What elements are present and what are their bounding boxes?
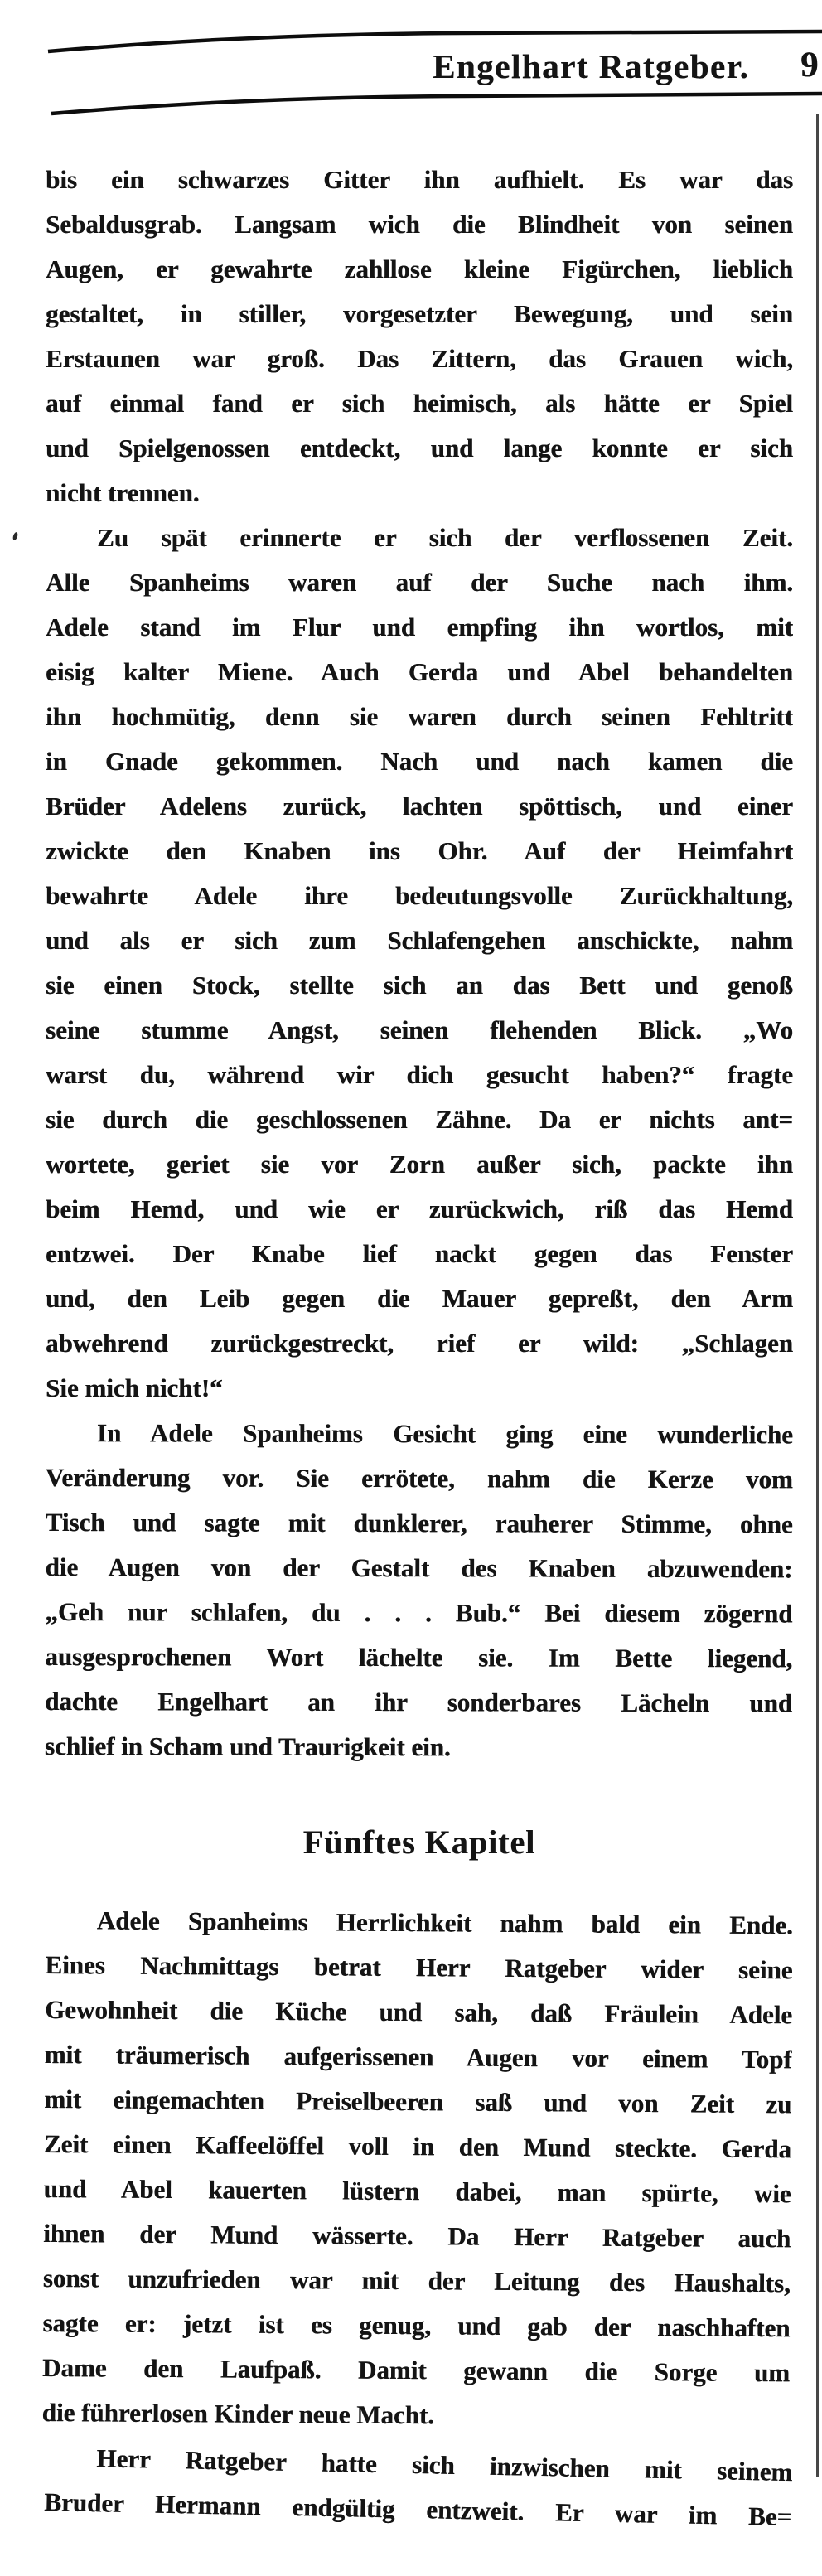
text-line: in Gnade gekommen. Nach und nach kamen die bbox=[46, 747, 793, 776]
text-line: Brüder Adelens zurück, lachten spöttisch, und einer bbox=[46, 792, 793, 821]
text-line: nicht trennen. bbox=[46, 478, 200, 507]
text-line: Tisch und sagte mit dunklerer, rauherer Stimme, ohne bbox=[45, 1507, 793, 1539]
text-line: Dame den Laufpaß. Damit gewann die Sorge um bbox=[41, 2352, 791, 2388]
text-line: wortete, geriet sie vor Zorn außer sich, packte ihn bbox=[46, 1150, 793, 1179]
chapter-heading: Fünftes Kapitel bbox=[302, 1823, 536, 1861]
text-line: sie einen Stock, stellte sich an das Bett und genoß bbox=[46, 971, 793, 1000]
text-line: seine stumme Angst, seinen flehenden Blick. „Wo bbox=[46, 1015, 793, 1044]
text-line: Veränderung vor. Sie errötete, nahm die Kerze vom bbox=[45, 1462, 793, 1494]
text-line: und als er sich zum Schlafengehen anschickte, nahm bbox=[46, 926, 793, 955]
text-line: Eines Nachmittags betrat Herr Ratgeber wider seine bbox=[45, 1949, 793, 1985]
text-line: bis ein schwarzes Gitter ihn aufhielt. Es war das bbox=[46, 165, 793, 194]
text-line: Zu spät erinnerte er sich der verflossenen Zeit. bbox=[97, 523, 793, 552]
text-body bbox=[41, 157, 793, 2532]
text-line: und Spielgenossen entdeckt, und lange konnte er sich bbox=[46, 433, 793, 462]
paragraph bbox=[44, 2435, 793, 2540]
ink-speck bbox=[12, 531, 19, 540]
text-line: abwehrend zurückgestreckt, rief er wild: „Schlagen bbox=[46, 1329, 793, 1358]
paragraph bbox=[41, 1898, 793, 2440]
text-line: ihnen der Mund wässerte. Da Herr Ratgeber auch bbox=[43, 2218, 791, 2254]
text-line: Sebaldusgrab. Langsam wich die Blindheit von seinen bbox=[46, 210, 793, 239]
text-line: Adele Spanheims Herrlichkeit nahm bald ein Ende. bbox=[96, 1905, 793, 1940]
paragraph bbox=[46, 516, 793, 1411]
text-line: mit träumerisch aufgerissenen Augen vor einem Topf bbox=[44, 2039, 792, 2075]
text-line: die Augen von der Gestalt des Knaben abzuwenden: bbox=[45, 1552, 793, 1584]
text-line: sagte er: jetzt ist es genug, und gab der naschhaften bbox=[42, 2307, 791, 2343]
text-line: entzwei. Der Knabe lief nackt gegen das Fenster bbox=[46, 1239, 793, 1268]
text-line: und, den Leib gegen die Mauer gepreßt, den Arm bbox=[46, 1284, 793, 1313]
text-line: schlief in Scham und Traurigkeit ein. bbox=[44, 1731, 451, 1762]
text-line: ihn hochmütig, denn sie waren durch seinen Fehltritt bbox=[46, 702, 793, 731]
text-line: warst du, während wir dich gesucht haben?“ fragte bbox=[46, 1060, 793, 1089]
text-line: zwickte den Knaben ins Ohr. Auf der Heimfahrt bbox=[46, 836, 793, 865]
text-line: auf einmal fand er sich heimisch, als hätte er Spiel bbox=[46, 389, 793, 418]
text-line: ausgesprochenen Wort lächelte sie. Im Bette liegend, bbox=[45, 1641, 793, 1673]
text-line: Adele stand im Flur und empfing ihn wortlos, mit bbox=[46, 613, 793, 642]
text-line: Erstaunen war groß. Das Zittern, das Grauen wich, bbox=[46, 344, 793, 373]
text-line: mit eingemachten Preiselbeeren saß und von Zeit zu bbox=[44, 2084, 792, 2119]
text-line: eisig kalter Miene. Auch Gerda und Abel behandelten bbox=[46, 657, 793, 686]
text-line: sie durch die geschlossenen Zähne. Da er nichts ant= bbox=[46, 1105, 793, 1134]
text-line: und Abel kauerten lüstern dabei, man spürte, wie bbox=[43, 2173, 791, 2209]
text-line: Bruder Hermann endgültig entzweit. Er war im Be= bbox=[44, 2486, 792, 2532]
page-number-partial: 9 bbox=[800, 46, 819, 85]
text-line: Herr Ratgeber hatte sich inzwischen mit seinem bbox=[96, 2443, 793, 2487]
text-line: „Geh nur schlafen, du . . . Bub.“ Bei diesem zögernd bbox=[45, 1596, 793, 1629]
text-line: Zeit einen Kaffeelöffel voll in den Mund steckte. Gerda bbox=[43, 2128, 792, 2164]
running-header-title: Engelhart Ratgeber. bbox=[433, 47, 750, 85]
page-edge-line bbox=[816, 114, 819, 2477]
text-line: Sie mich nicht!“ bbox=[46, 1373, 223, 1402]
text-line: bewahrte Adele ihre bedeutungsvolle Zurückhaltung, bbox=[46, 881, 793, 910]
text-line: die führerlosen Kinder neue Macht. bbox=[41, 2397, 435, 2430]
text-line: Alle Spanheims waren auf der Suche nach ihm. bbox=[46, 568, 793, 597]
text-line: dachte Engelhart an ihr sonderbares Lächeln und bbox=[45, 1686, 793, 1718]
text-line: Gewohnheit die Küche und sah, daß Fräulein Adele bbox=[44, 1994, 793, 2030]
header-rule-bottom bbox=[51, 94, 822, 114]
text-line: gestaltet, in stiller, vorgesetzter Bewegung, und sein bbox=[46, 299, 793, 328]
paragraph bbox=[45, 1411, 793, 1770]
text-line: In Adele Spanheims Gesicht ging eine wunderliche bbox=[96, 1418, 793, 1450]
paragraph bbox=[46, 157, 793, 516]
text-line: beim Hemd, und wie er zurückwich, riß das Hemd bbox=[46, 1194, 793, 1223]
text-line: Augen, er gewahrte zahllose kleine Figürchen, lieblich bbox=[46, 254, 793, 283]
text-line: sonst unzufrieden war mit der Leitung des Haushalts, bbox=[42, 2263, 791, 2298]
